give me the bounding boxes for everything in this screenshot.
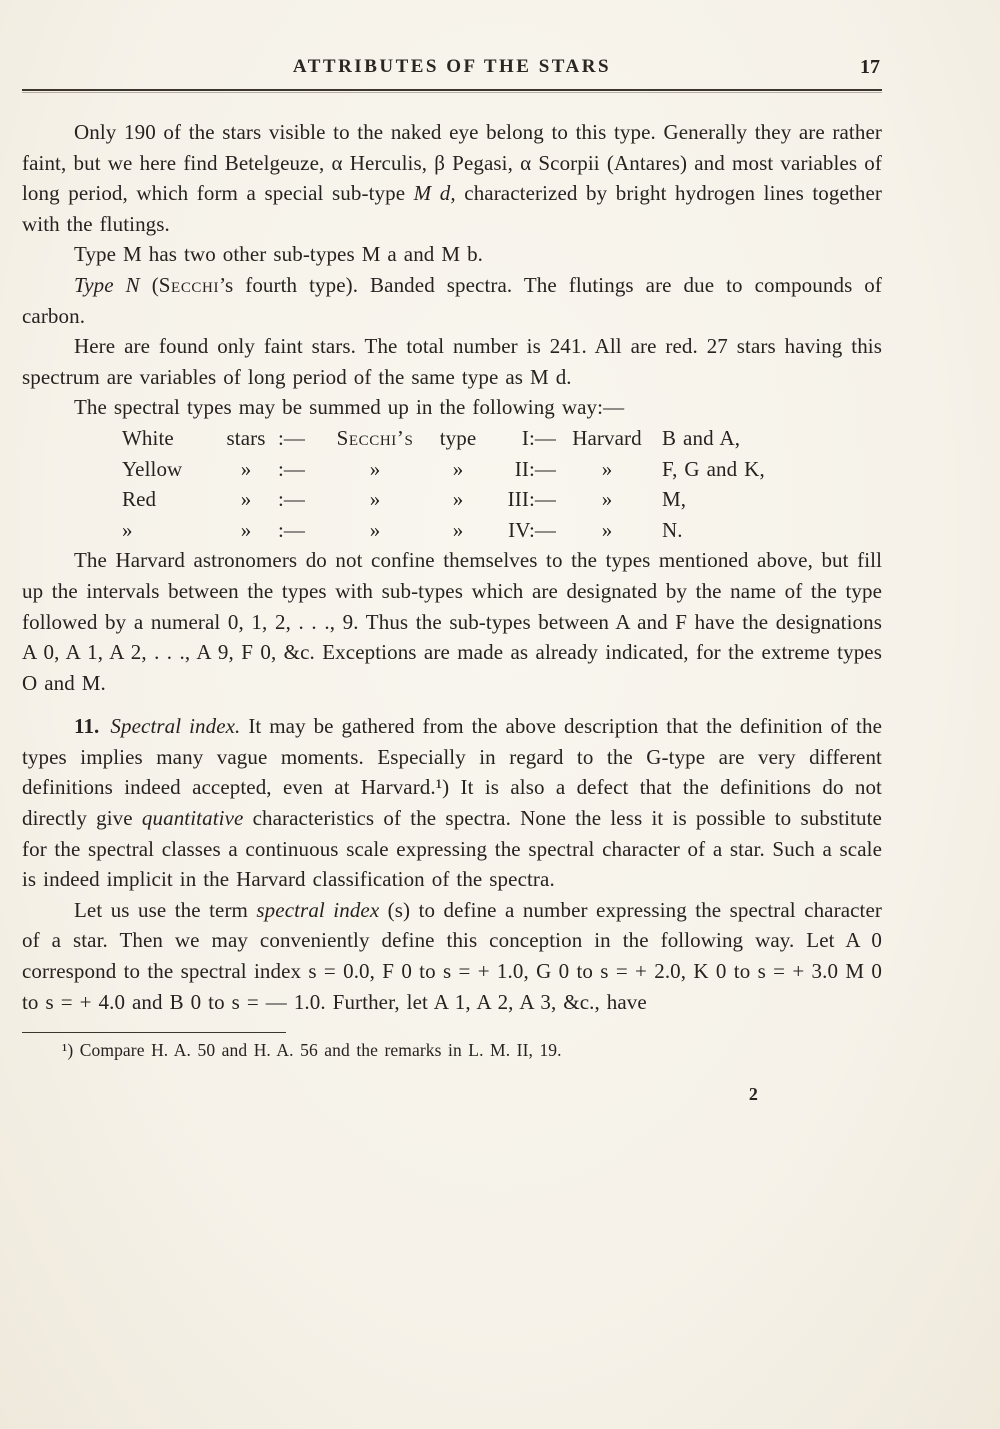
- summary-cell: »: [601, 517, 613, 542]
- summary-cell: IV:—: [508, 517, 556, 542]
- text-segment-italic: Type N: [74, 272, 140, 297]
- summary-cell: F, G and K,: [662, 456, 765, 481]
- summary-cell: type: [439, 425, 477, 450]
- text-segment: Let us use the term: [74, 897, 257, 922]
- text-segment-smallcaps: Secchi: [158, 272, 220, 297]
- paragraph-summary-intro: The spectral types may be summed up in the following way:—: [74, 395, 625, 420]
- summary-cell: :—: [278, 456, 306, 481]
- summary-cell: »: [601, 487, 613, 512]
- summary-cell: White: [122, 425, 174, 450]
- summary-cell: »: [369, 487, 381, 512]
- summary-cell: Harvard: [572, 425, 642, 450]
- summary-row-white: [122, 423, 852, 454]
- summary-row-ditto: [122, 515, 852, 546]
- footnote-rule: [22, 1032, 286, 1033]
- summary-cell: B and A,: [662, 425, 741, 450]
- text-segment: (: [139, 272, 159, 297]
- summary-cell: :—: [278, 487, 306, 512]
- text-segment: Only 190 of the stars visible to the naked eye belong to this type. Generally they are rather faint, but we here find Betelgeuze, α Herculis, β Pegasi, α Scorpii (Antares) and most variables of long period, which form a special sub-type: [22, 120, 882, 206]
- summary-cell: M,: [662, 487, 687, 512]
- text-segment: characterized by bright hydrogen lines together with the flutings.: [22, 181, 882, 236]
- summary-row-red: [122, 484, 852, 515]
- summary-cell: »: [240, 517, 252, 542]
- text-segment-italic: quantitative: [141, 806, 244, 831]
- summary-cell: Secchi’s: [336, 425, 414, 450]
- spectral-type-summary-table: [122, 423, 852, 545]
- summary-cell: stars: [226, 425, 266, 450]
- paragraph-type-n: [22, 270, 882, 331]
- summary-cell: Yellow: [122, 456, 183, 481]
- summary-cell: III:—: [507, 487, 556, 512]
- summary-row-yellow: [122, 454, 852, 485]
- summary-cell: »: [240, 456, 252, 481]
- summary-cell: :—: [278, 517, 306, 542]
- summary-cell: »: [452, 456, 464, 481]
- summary-cell: »: [122, 517, 133, 542]
- summary-cell: »: [369, 456, 381, 481]
- summary-cell: »: [240, 487, 252, 512]
- summary-cell: »: [369, 517, 381, 542]
- header-rule: [22, 89, 882, 93]
- paragraph-subtypes: Type M has two other sub-types M a and M b.: [74, 242, 484, 267]
- running-title: ATTRIBUTES OF THE STARS: [292, 56, 612, 77]
- footnote: ¹) Compare H. A. 50 and H. A. 56 and the remarks in L. M. II, 19.: [62, 1040, 562, 1061]
- page-header: [22, 56, 882, 84]
- signature-mark: 2: [748, 1084, 758, 1105]
- summary-cell: N.: [662, 517, 683, 542]
- summary-cell: I:—: [521, 425, 556, 450]
- summary-cell: »: [452, 487, 464, 512]
- summary-cell: »: [601, 456, 613, 481]
- section-11-spectral-index: [22, 711, 882, 895]
- text-segment: It may be gathered from the above description that the definition of the types implies many vague moments. Especially in regard to the G-type are very different definitions indeed accepted, even at Harvard.¹) It is also a defect that the definitions do not directly give: [22, 714, 882, 831]
- paragraph-type-m: [22, 117, 882, 239]
- paragraph-harvard-subtypes: The Harvard astronomers do not confine themselves to the types mentioned above, but fill up the intervals between the types with sub-types which are designated by the name of the type followed by a numeral 0, 1, 2, . . ., 9. Thus the sub-types between A and F have the designations A 0, A 1, A 2, . . ., A 9, F 0, &c. Exceptions are made as already indicated, for the extreme types O and M.: [22, 548, 882, 695]
- text-block: [22, 117, 882, 1110]
- summary-cell: :—: [278, 425, 306, 450]
- text-segment: characteristics of the spectra. None the less it is possible to substitute for the spectral classes a continuous scale expressing the spectral character of a star. Such a scale is indeed implicit in the Harvard classification of the spectra.: [22, 806, 882, 892]
- summary-cell: II:—: [514, 456, 556, 481]
- paragraph-faint-stars: Here are found only faint stars. The total number is 241. All are red. 27 stars having this spectrum are variables of long period of the same type as M d.: [22, 334, 882, 389]
- paragraph-spectral-index-definition: [22, 895, 882, 1017]
- text-segment: ’s fourth type). Banded spectra. The flutings are due to compounds of carbon.: [22, 272, 882, 328]
- section-title: Spectral index.: [110, 714, 241, 739]
- summary-cell: »: [452, 517, 464, 542]
- text-segment: (s) to define a number expressing the spectral character of a star. Then we may conveniently define this conception in the following way. Let A 0 correspond to the spectral index s = 0.0, F 0 to s = + 1.0, G 0 to s = + 2.0, K 0 to s = + 3.0 M 0 to s = + 4.0 and B 0 to s = — 1.0. Further, let A 1, A 2, A 3, &c., have: [22, 897, 882, 1014]
- text-segment-italic: spectral index: [256, 897, 380, 922]
- text-segment-italic: M d,: [413, 181, 456, 206]
- summary-cell: Red: [122, 487, 157, 512]
- section-number: 11.: [74, 714, 100, 739]
- page-number: 17: [860, 56, 880, 78]
